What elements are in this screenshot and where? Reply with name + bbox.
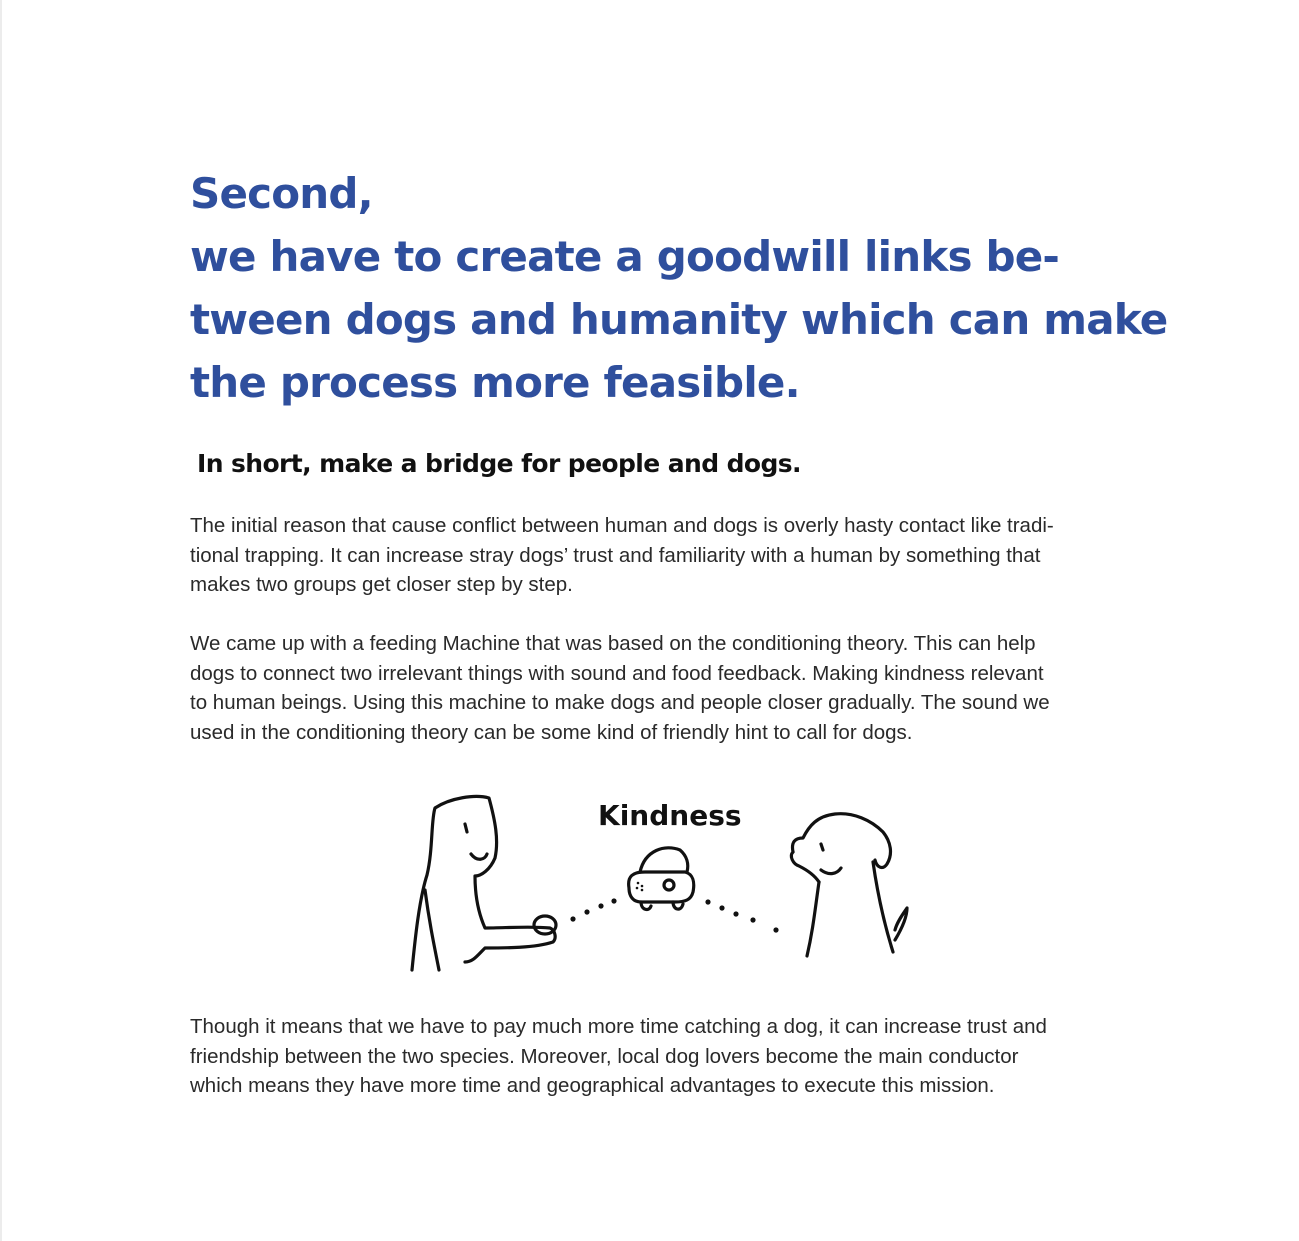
machine-speaker <box>664 880 674 890</box>
paragraph-reason <box>190 511 1150 600</box>
dog-back <box>873 862 893 952</box>
food-ball <box>534 916 556 934</box>
title-line: tween dogs and humanity which can make <box>190 295 1168 344</box>
dog-head <box>792 814 890 868</box>
page-title <box>190 162 1170 414</box>
person-smile <box>471 854 487 859</box>
paragraph-conclusion <box>190 1012 1150 1101</box>
dog-mouth <box>821 868 841 874</box>
person-eye <box>465 824 467 832</box>
illustration-svg <box>395 780 925 985</box>
kindness-illustration <box>395 780 925 985</box>
text-line: dogs to connect two irrelevant things with sound and food feedback. Making kindness relevant <box>190 661 1044 685</box>
title-line: we have to create a goodwill links be- <box>190 232 1060 281</box>
text-line: The initial reason that cause conflict between human and dogs is overly hasty contact like tradi- <box>190 514 1054 537</box>
text-line: Though it means that we have to pay much more time catching a dog, it can increase trust and <box>190 1015 1047 1038</box>
text-line: to human beings. Using this machine to make dogs and people closer gradually. The sound we <box>190 691 1050 714</box>
person-drawing <box>412 796 556 970</box>
title-line: Second, <box>190 169 373 218</box>
dog-front <box>807 882 819 956</box>
dog-snout <box>791 852 819 882</box>
machine-dot <box>641 885 644 888</box>
text-line: tional trapping. It can increase stray dogs’ trust and familiarity with a human by something that <box>190 543 1041 567</box>
machine-dot <box>637 882 640 885</box>
machine-dot <box>636 887 639 890</box>
paragraph-feeding-machine <box>190 629 1150 747</box>
dotted-path-right <box>705 899 778 932</box>
text-line: which means they have more time and geographical advantages to execute this mission. <box>190 1074 995 1097</box>
dog-eye <box>821 844 823 850</box>
title-line: the process more feasible. <box>190 358 800 407</box>
machine-dome <box>640 848 688 872</box>
subheading: In short, make a bridge for people and dogs. <box>197 449 801 478</box>
dotted-path-left <box>570 898 616 921</box>
person-arm <box>425 890 439 970</box>
dog-tail <box>895 908 907 940</box>
machine-body <box>629 872 694 902</box>
text-line: friendship between the two species. Moreover, local dog lovers become the main conductor <box>190 1044 1019 1068</box>
page-edge-divider <box>0 0 2 1241</box>
dog-drawing <box>791 814 907 956</box>
text-line: used in the conditioning theory can be some kind of friendly hint to call for dogs. <box>190 720 913 744</box>
text-line: makes two groups get closer step by step. <box>190 573 573 596</box>
machine-dot <box>641 889 644 892</box>
text-line: We came up with a feeding Machine that was based on the conditioning theory. This can help <box>190 632 1036 655</box>
feeding-machine-drawing <box>629 848 694 910</box>
kindness-label: Kindness <box>598 799 742 832</box>
